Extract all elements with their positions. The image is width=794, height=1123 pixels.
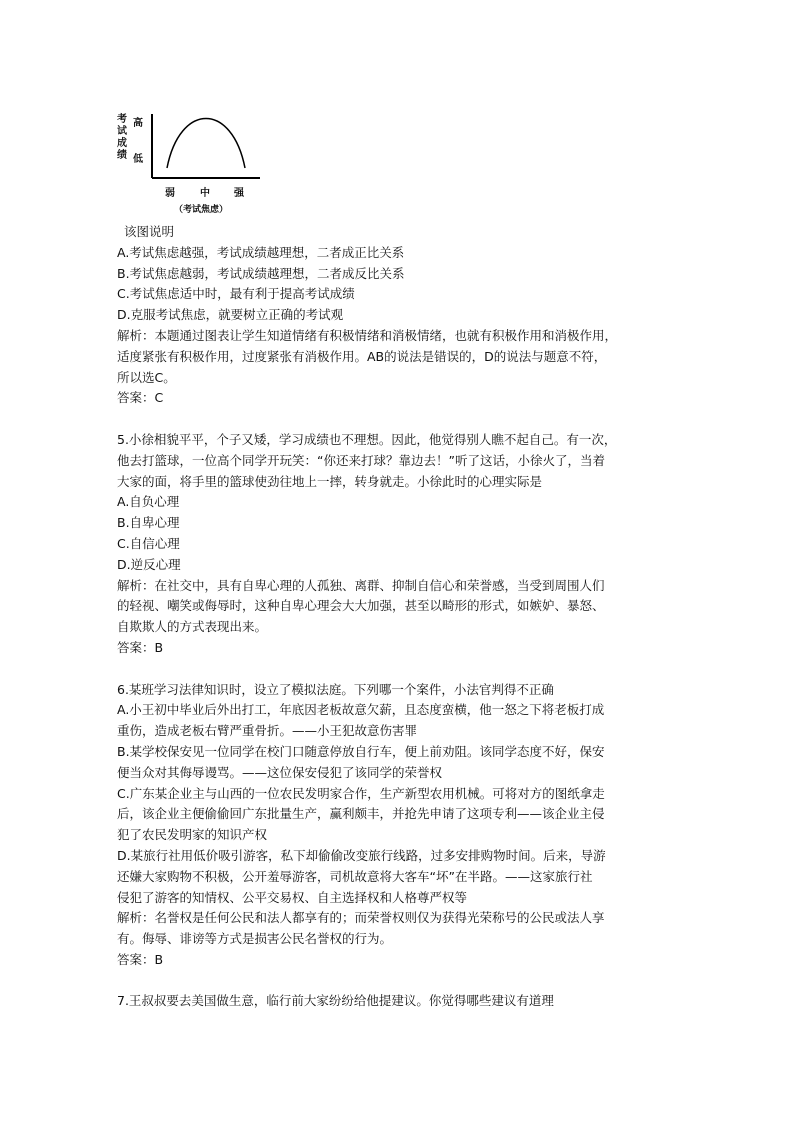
analysis-line: 解析：本题通过图表让学生知道情绪有积极情绪和消极情绪，也就有积极作用和消极作用， — [117, 327, 618, 343]
option-a: A.考试焦虑越强，考试成绩越理想，二者成正比关系 — [117, 244, 405, 260]
spacer — [117, 409, 677, 430]
spacer — [117, 659, 677, 680]
answer: 答案：C — [117, 390, 164, 406]
figure-x-tick: 强 — [234, 188, 244, 199]
analysis-line: 适度紧张有积极作用，过度紧张有消极作用。AB的说法是错误的，D的说法与题意不符， — [117, 348, 607, 364]
performance-curve — [167, 119, 245, 169]
option-line: C.广东某企业主与山西的一位农民发明家合作，生产新型农用机械。可将对方的图纸拿走 — [117, 785, 605, 801]
question-stem: 5.小徐相貌平平，个子又矮，学习成绩也不理想。因此，他觉得别人瞧不起自己。有一次， — [117, 431, 617, 447]
question-stem: 大家的面，将手里的篮球使劲往地上一摔，转身就走。小徐此时的心理实际是 — [117, 473, 543, 489]
option-b: B.考试焦虑越弱，考试成绩越理想，二者成反比关系 — [117, 265, 405, 281]
spacer — [117, 971, 677, 992]
option-a: A.自负心理 — [117, 494, 180, 510]
figure-x-tick: 中 — [200, 188, 210, 199]
document-body — [117, 222, 677, 1012]
option-d: D.逆反心理 — [117, 556, 181, 572]
analysis-line: 有。侮辱、诽谤等方式是损害公民名誉权的行为。 — [117, 931, 393, 947]
option-line: 重伤，造成老板右臂严重骨折。——小王犯故意伤害罪 — [117, 723, 418, 739]
option-d: D.克服考试焦虑，就要树立正确的考试观 — [117, 307, 344, 323]
question-stem: 该图说明 — [124, 224, 175, 239]
analysis-line: 解析：名誉权是任何公民和法人都享有的；而荣誉权则仅为获得光荣称号的公民或法人享 — [117, 910, 605, 926]
option-line: 后，该企业主便偷偷回广东批量生产，赢利颇丰，并抢先申请了这项专利——该企业主侵 — [117, 806, 605, 822]
analysis-line: 的轻视、嘲笑或侮辱时，这种自卑心理会大大加强，甚至以畸形的形式，如嫉妒、暴怒、 — [117, 598, 605, 614]
option-line: 犯了农民发明家的知识产权 — [117, 827, 268, 843]
analysis-line: 自欺欺人的方式表现出来。 — [117, 619, 268, 635]
question-stem: 7.王叔叔要去美国做生意，临行前大家纷纷给他提建议。你觉得哪些建议有道理 — [117, 993, 554, 1009]
question-stem: 他去打篮球，一位高个同学开玩笑：“你还来打球？靠边去！”听了这话，小徐火了，当着 — [117, 452, 605, 468]
option-line: 侵犯了游客的知情权、公平交易权、自主选择权和人格尊严权等 — [117, 889, 468, 905]
figure-x-tick: 弱 — [165, 188, 175, 199]
answer: 答案：B — [117, 639, 164, 655]
option-line: 还嫌大家购物不积极，公开羞辱游客，司机故意将大客车“坏”在半路。——这家旅行社 — [117, 868, 593, 884]
anxiety-performance-figure — [112, 108, 272, 213]
option-line: 便当众对其侮辱谩骂。——这位保安侵犯了该同学的荣誉权 — [117, 764, 443, 780]
figure-y-low: 低 — [133, 154, 143, 165]
answer: 答案：B — [117, 951, 164, 967]
analysis-line: 解析：在社交中，具有自卑心理的人孤独、离群、抑制自信心和荣誉感，当受到周围人们 — [117, 577, 605, 593]
option-line: B.某学校保安见一位同学在校门口随意停放自行车，便上前劝阻。该同学态度不好，保安 — [117, 743, 605, 759]
figure-x-label: （考试焦虑） — [174, 205, 229, 215]
option-b: B.自卑心理 — [117, 515, 180, 531]
option-c: C.自信心理 — [117, 535, 180, 551]
question-stem: 6.某班学习法律知识时，设立了模拟法庭。下列哪一个案件，小法官判得不正确 — [117, 681, 554, 697]
figure-y-label: 考试成绩 — [117, 114, 127, 161]
figure-y-high: 高 — [133, 118, 143, 129]
option-line: A.小王初中毕业后外出打工，年底因老板故意欠薪，且态度蛮横，他一怒之下将老板打成 — [117, 702, 605, 718]
option-c: C.考试焦虑适中时，最有利于提高考试成绩 — [117, 286, 355, 302]
analysis-line: 所以选C。 — [117, 369, 176, 385]
option-line: D.某旅行社用低价吸引游客，私下却偷偷改变旅行线路，过多安排购物时间。后来，导游 — [117, 847, 606, 863]
